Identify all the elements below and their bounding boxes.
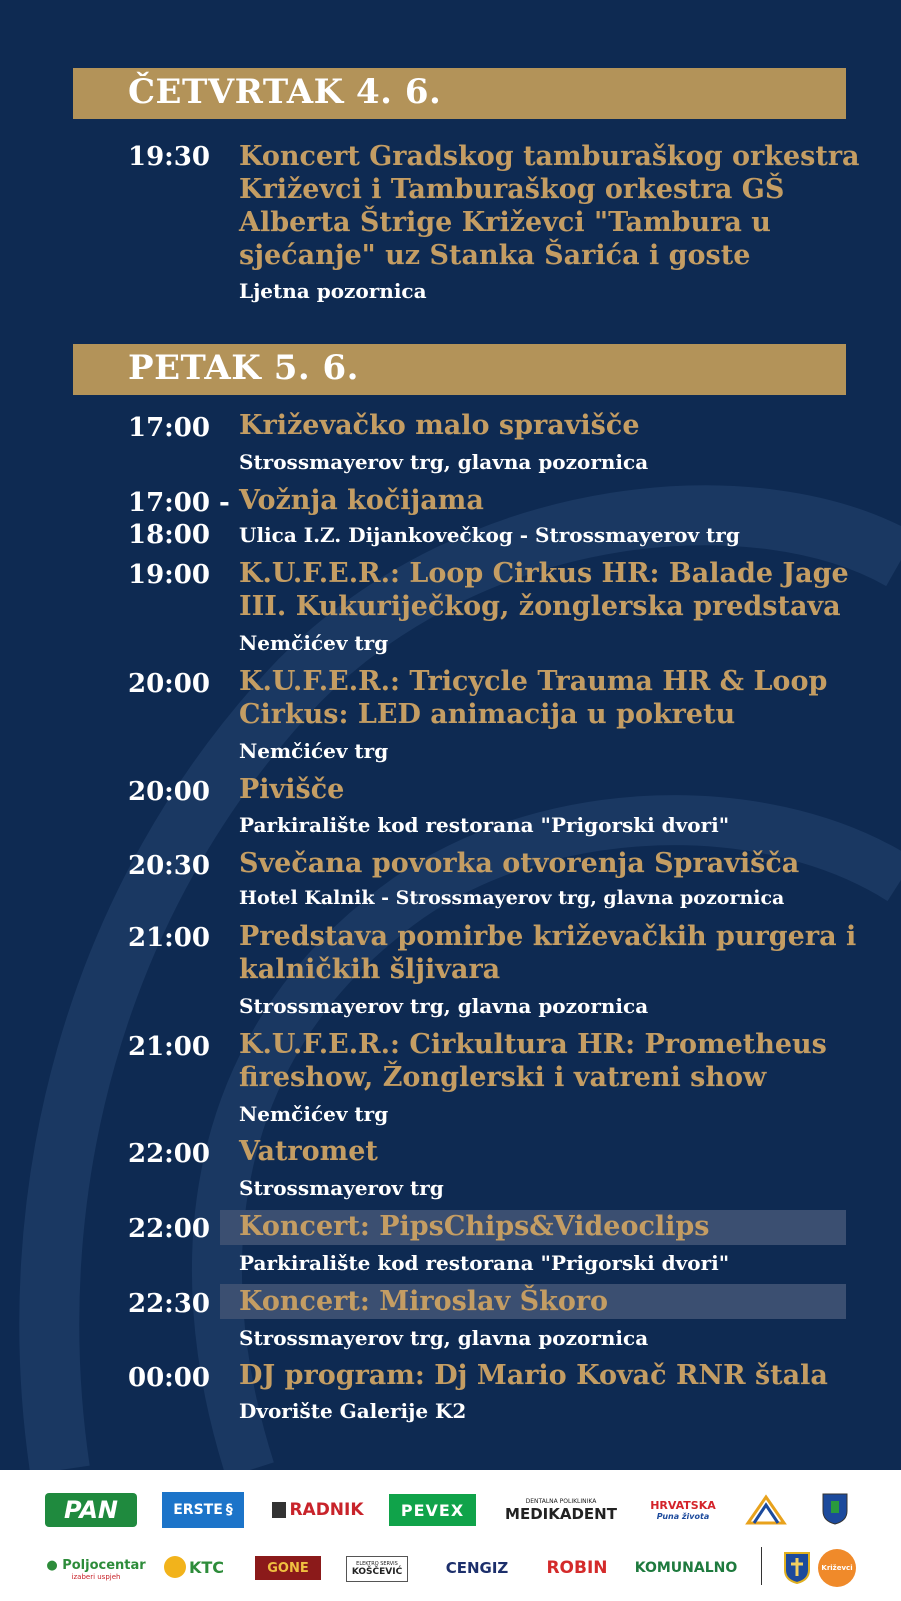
event-title: DJ program: Dj Mario Kovač RNR štala [239, 1360, 828, 1391]
sponsor-divider [761, 1547, 762, 1585]
sponsor-logo-medikadent: DENTALNA POLIKLINIKA MEDIKADENT [505, 1497, 617, 1523]
event-title: Koncert: Miroslav Škoro [239, 1286, 609, 1317]
event-time: 00:00 [128, 1363, 210, 1393]
radnik-icon [272, 1502, 286, 1518]
event-location: Dvorište Galerije K2 [239, 1399, 467, 1423]
sponsor-logo-pevex: PEVEX [389, 1494, 476, 1526]
event-time: 17:00 [128, 413, 210, 443]
day-banner-thursday [73, 68, 846, 119]
event-time: 17:00 - 18:00 [128, 488, 230, 550]
sponsor-emblem-icon [742, 1492, 790, 1528]
event-time: 20:30 [128, 851, 210, 881]
sponsor-logo-ktc: KTC [158, 1552, 230, 1582]
event-time: 22:30 [128, 1289, 210, 1319]
event-time: 22:00 [128, 1139, 210, 1169]
event-time: 21:00 [128, 1032, 210, 1062]
event-time: 19:30 [128, 142, 210, 172]
event-title: Koncert: PipsChips&Videoclips [239, 1211, 710, 1242]
event-time: 19:00 [128, 560, 210, 590]
event-title: K.U.F.E.R.: Tricycle Trauma HR & Loop Cirkus: LED animacija u pokretu [239, 666, 828, 730]
sponsor-logo-hrvatska: HRVATSKA Puna života [650, 1499, 716, 1521]
sponsor-logo-krizevci: Križevci [818, 1549, 856, 1587]
event-title: K.U.F.E.R.: Loop Cirkus HR: Balade Jage III. Kukuriječkog, žonglerska predstava [239, 558, 849, 622]
event-location: Nemčićev trg [239, 739, 389, 763]
krizevci-coat-of-arms-icon [822, 1492, 848, 1526]
event-time: 20:00 [128, 669, 210, 699]
sponsor-logo-poljocentar: ● Poljocentar izaberi uspjeh [46, 1557, 146, 1581]
event-time: 21:00 [128, 923, 210, 953]
event-time: 20:00 [128, 777, 210, 807]
ktc-icon [164, 1556, 186, 1578]
event-title: K.U.F.E.R.: Cirkultura HR: Prometheus fireshow, Žonglerski i vatreni show [239, 1029, 827, 1093]
event-title: Pivišče [239, 774, 345, 805]
event-title: Križevačko malo spravišče [239, 410, 640, 441]
day-title: PETAK 5. 6. [128, 348, 360, 388]
day-banner-friday [73, 344, 846, 395]
sponsor-logo-robin: ROBIN [546, 1558, 608, 1578]
event-location: Strossmayerov trg, glavna pozornica [239, 1326, 649, 1350]
event-location: Strossmayerov trg, glavna pozornica [239, 994, 649, 1018]
sponsor-logo-pan: PAN [45, 1493, 137, 1527]
sponsor-logo-erste: ERSTE § [162, 1492, 244, 1528]
event-title: Predstava pomirbe križevačkih purgera i kalničkih šljivara [239, 921, 857, 985]
event-time: 22:00 [128, 1214, 210, 1244]
sponsor-logo-gone: GONE [255, 1556, 321, 1580]
event-location: Hotel Kalnik - Strossmayerov trg, glavna pozornica [239, 887, 785, 909]
event-location: Nemčićev trg [239, 1102, 389, 1126]
sponsor-logo-komunalno: KOMUNALNO [634, 1560, 738, 1576]
event-location: Ulica I.Z. Dijankovečkog - Strossmayerov trg [239, 523, 740, 547]
event-location: Nemčićev trg [239, 631, 389, 655]
schedule-poster: ČETVRTAK 4. 6. 19:30 Koncert Gradskog tamburaškog orkestra Križevci i Tamburaškog orkestra GŠ Alberta Štrige Križevci "Tambura u sjećanje" uz Stanka Šarića i goste Ljetna pozornica PETAK 5. 6. 17:00 Križevačko malo spravišče Strossmayerov trg, glavna pozornica 17:00 - 18:00 Vožnja kočijama Ulica I.Z. Dijankovečkog - Strossmayerov trg 19:00 K.U.F.E.R.: Loop Cirkus HR: Balade Jage III. Kukuriječkog, žonglerska predstava Nemčićev trg 20:00 K.U.F.E.R.: Tricycle Trauma HR & Loop Cirkus: LED animacija u pokretu Nemčićev trg 20:00 Pivišče Parkiralište kod restorana "Prigorski dvori" 20:30 Svečana povorka otvorenja Spravišča Hotel Kalnik - Strossmayerov trg, glavna pozornica 21:00 Predstava pomirbe križevačkih purgera i kalničkih šljivara Strossmayerov trg, glavna pozornica 21:00 K.U.F.E.R.: Cirkultura HR: Prometheus fireshow, Žonglerski i vatreni show Nemčićev trg 22:00 Vatromet Strossmayerov trg 22:00 Koncert: PipsChips&Videoclips Parkiralište kod restorana "Prigorski dvori" 22:30 Koncert: Miroslav Škoro Strossmayerov trg, glavna pozornica 00:00 DJ program: Dj Mario Kovač RNR štala Dvorište Galerije K2 [0, 0, 901, 1470]
event-title: Svečana povorka otvorenja Spravišča [239, 848, 800, 879]
day-title: ČETVRTAK 4. 6. [128, 72, 442, 112]
event-location: Strossmayerov trg [239, 1176, 444, 1200]
sponsor-logo-koscevic: ELEKTRO SERVIS KOŠČEVIĆ [346, 1556, 408, 1582]
event-location: Parkiralište kod restorana "Prigorski dvori" [239, 813, 730, 837]
sponsor-logo-radnik: RADNIK [268, 1497, 368, 1523]
event-location: Strossmayerov trg, glavna pozornica [239, 450, 649, 474]
event-location: Parkiralište kod restorana "Prigorski dvori" [239, 1251, 730, 1275]
event-title: Vatromet [239, 1136, 378, 1167]
event-title: Vožnja kočijama [239, 485, 484, 516]
sponsor-logo-cengiz: CENGIZ [445, 1559, 509, 1577]
event-location: Ljetna pozornica [239, 279, 427, 303]
county-coat-of-arms-icon [783, 1550, 811, 1586]
